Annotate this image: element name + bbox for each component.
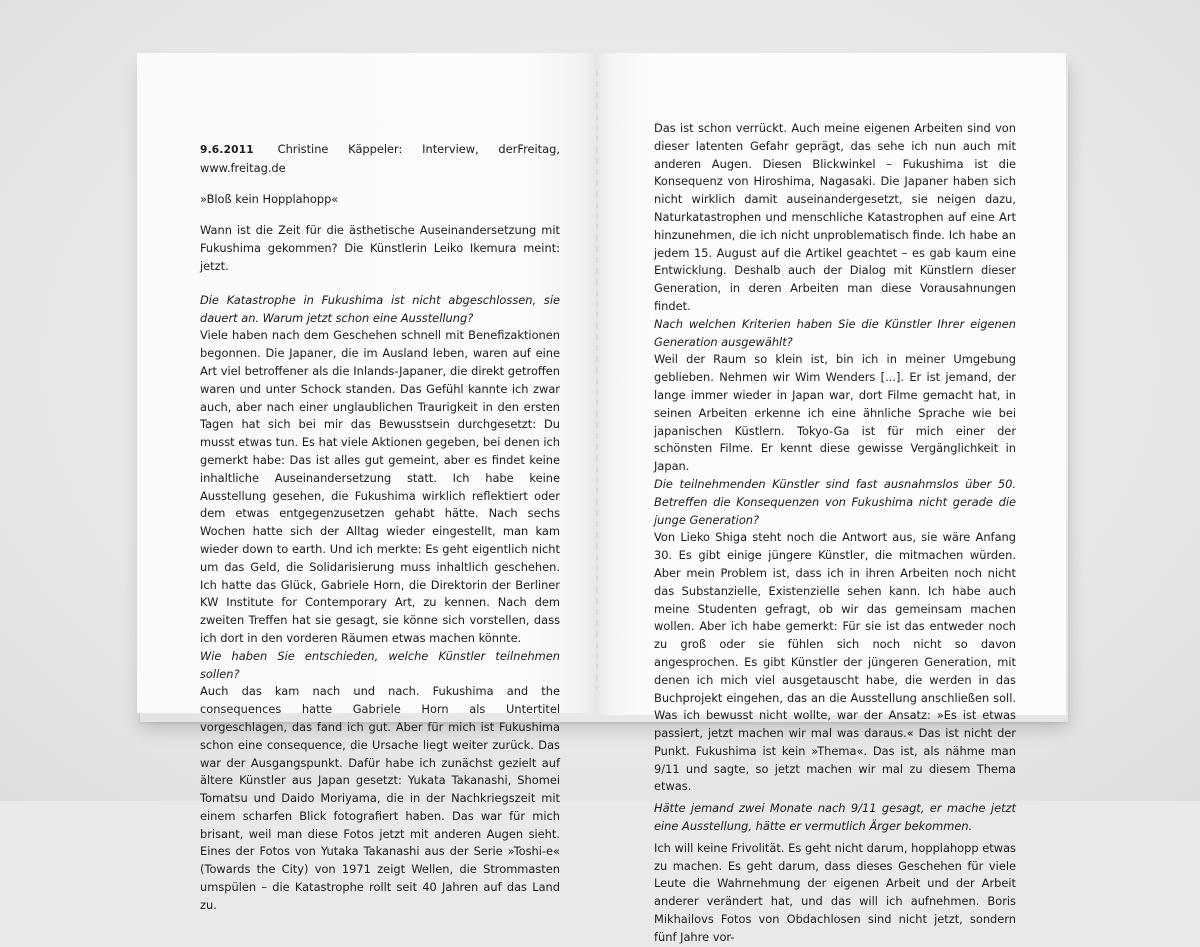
paragraph-1: Das ist schon verrückt. Auch meine eigenen Arbeiten sind von dieser latenten Gefahr geprägt, das sehe ich nun auch mit anderen Augen. Diesen Blickwinkel – Fukushima ist die Konsequenz von Hiroshima, Nagasaki. Die Japaner haben sich nicht wirklich damit auseinandergesetzt, sie neigen dazu, Naturkatastrophen und menschliche Katastrophen auf eine Art hinzunehmen, die ich nicht unproblematisch finde. Ich habe an jedem 15. August auf die Artikel geachtet – es gab kaum eine Entwicklung. Deshalb auch der Dialog mit Künstlern dieser Generation, in deren Arbeiten man diese Vorausahnungen findet. [654, 121, 1016, 313]
right-page [597, 53, 1066, 944]
article-title: »Bloß kein Hopplahopp« [200, 191, 339, 206]
answer-2: Auch das kam nach und nach. Fukushima and the consequences hatte Gabriele Horn als Untertitel vorgeschlagen, das fand ich gut. Aber für mich ist Fukushima schon eine consequence, die Ursache liegt weiter zurück. Das war der Ausgangspunkt. Dafür habe ich zunächst gezielt auf ältere Künstler aus Japan gesetzt: Yukata Takanashi, Shomei Tomatsu und Daido Moriyama, die in der Nachkriegszeit mit einem scharfen Blick fotografiert haben. Das war für mich brisant, weil man diese Fotos jetzt mit anderen Augen sieht. Eines der Fotos von Yutaka Takanashi aus der Serie »Toshi-e« (Towards the City) von 1971 zeigt Wellen, die Strommasten umspülen – die Katastrophe rollt seit 40 Jahren auf das Land zu. [200, 684, 560, 912]
question-3: Nach welchen Kriterien haben Sie die Künstler Ihrer eigenen Generation ausgewählt? [654, 316, 1016, 349]
article-lead: Wann ist die Zeit für die ästhetische Auseinandersetzung mit Fukushima gekommen? Die Künstlerin Leiko Ikemura meint: jetzt. [200, 223, 560, 273]
source-header [200, 141, 560, 178]
stitch-binding [595, 70, 599, 690]
question-4: Die teilnehmenden Künstler sind fast ausnahmslos über 50. Betreffen die Konsequenzen von Fukushima nicht gerade die junge Generation? [654, 476, 1016, 527]
answer-3: Weil der Raum so klein ist, bin ich in meiner Umgebung geblieben. Nehmen wir Wim Wenders [...]. Er ist jemand, der lange immer wieder in Japan war, dort Filme gemacht hat, in seinen Arbeiten erkenne ich eine ähnliche Sprache wie bei japanischen Küstlern. Tokyo-Ga ist für mich einer der schönsten Filme. Er kennt diese gewisse Vergänglichkeit in Japan. [654, 352, 1016, 474]
left-page [137, 53, 597, 912]
answer-4: Von Lieko Shiga steht noch die Antwort aus, sie wäre Anfang 30. Es gibt einige jüngere Künstler, die mitmachen würden. Aber mein Problem ist, dass ich in ihren Arbeiten noch nicht das Substanzielle, Existenzielle sehen kann. Ich habe auch meine Studenten gefragt, ob wir das gemeinsam machen wollen. Aber ich habe gemerkt: Für sie ist das entweder noch zu groß oder sie fühlen sich noch nicht so davon angesprochen. Es gibt Künstler der jüngeren Generation, mit denen ich mich viel ausgetauscht habe, die werden in das Buchprojekt eingehen, das an die Ausstellung anschließen soll. Was ich bewusst nicht wollte, war der Ansatz: »Es ist etwas passiert, jetzt machen wir mal was daraus.« Das ist nicht der Punkt. Fukushima ist kein »Thema«. Das ist, als nähme man 9/11 und sagte, so jetzt machen wir mal zu diesem Thema etwas. [654, 530, 1016, 794]
right-text-column [654, 120, 1016, 947]
header-source: Christine Käppeler: Interview, derFreitag, www.freitag.de [200, 142, 560, 175]
question-5: Hätte jemand zwei Monate nach 9/11 gesagt, er mache jetzt eine Ausstellung, hätte er vermutlich Ärger bekommen. [654, 801, 1016, 834]
question-1: Die Katastrophe in Fukushima ist nicht abgeschlossen, sie dauert an. Warum jetzt schon eine Ausstellung? [200, 292, 560, 325]
question-2: Wie haben Sie entschieden, welche Künstler teilnehmen sollen? [200, 648, 560, 681]
left-text-column [200, 141, 560, 915]
answer-5: Ich will keine Frivolität. Es geht nicht darum, hopplahopp etwas zu machen. Es geht darum, dass dieses Geschehen für viele Leute die Wahrnehmung der eigenen Arbeit und der Arbeit anderer verändert hat, und das will ich aufnehmen. Boris Mikhailovs Fotos von Obdachlosen sind nicht jetzt, sondern fünf Jahre vor- [654, 840, 1016, 944]
header-date: 9.6.2011 [200, 144, 254, 156]
answer-1: Viele haben nach dem Geschehen schnell mit Benefizaktionen begonnen. Die Japaner, die im Ausland leben, waren auf eine Art viel betroffener als die Inlands-Japaner, die direkt getroffen waren und unter Schock standen. Das Gefühl kannte ich zwar auch, aber nach einer unglaublichen Traurigkeit in den ersten Tagen hat sich bei mir das Bewusstsein durchgesetzt: Du musst etwas tun. Es hat viele Aktionen gegeben, bei denen ich gemerkt habe: Das ist alles gut gemeint, aber es findet keine inhaltliche Auseinandersetzung statt. Ich habe keine Ausstellung gesehen, die Fukushima wirklich reflektiert oder dem etwas entgegenzusetzen gehabt hätte. Nach sechs Wochen hatte sich der Alltag wieder eingestellt, man kam wieder down to earth. Und ich merkte: Es geht eigentlich nicht um das Geld, die Solidarisierung muss inhaltlich geschehen. Ich hatte das Glück, Gabriele Horn, die Direktorin der Berliner KW Institute for Contemporary Art, zu kennen. Nach dem zweiten Treffen hat sie gesagt, sie könne sich vorstellen, dass ich dort in den vorderen Räumen etwas machen könnte. [200, 328, 560, 645]
